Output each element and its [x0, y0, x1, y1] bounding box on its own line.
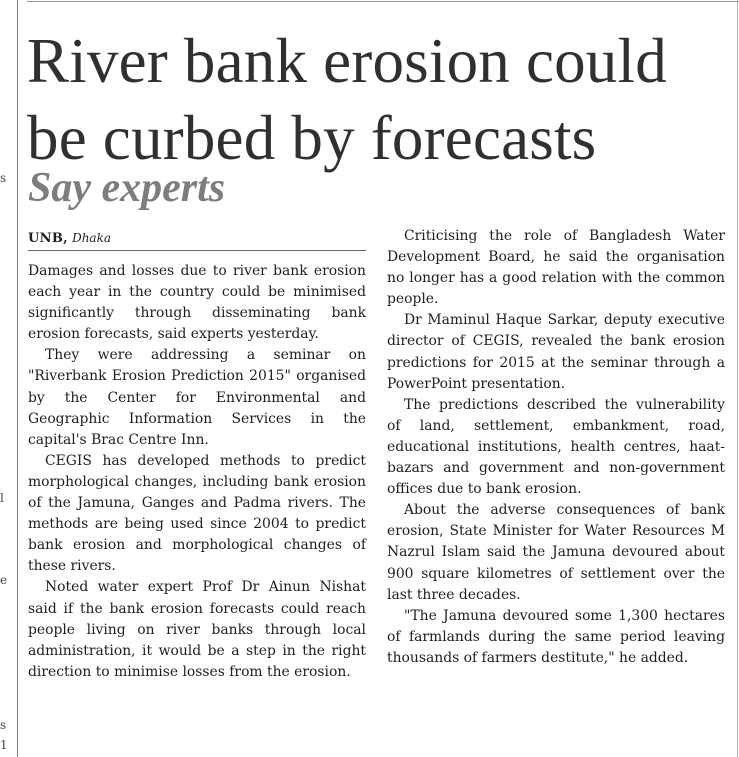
adjacent-column-fragment: s: [0, 171, 7, 185]
byline-agency: UNB,: [28, 231, 68, 246]
article-kicker: Say experts: [28, 165, 226, 211]
paragraph: Noted water expert Prof Dr Ainun Nishat said if the bank erosion forecasts could reach people living on river banks through local administration, it would be a step in the right direction to minimise losses from the erosion.: [28, 579, 366, 680]
byline: [28, 229, 366, 251]
article-column-left: [28, 261, 366, 683]
paragraph: They were addressing a seminar on "Riverbank Erosion Prediction 2015" organised by the Center for Environmental and Geographic Information Services in the capital's Brac Centre Inn.: [28, 347, 366, 448]
adjacent-column-fragment: l: [0, 491, 4, 505]
paragraph: "The Jamuna devoured some 1,300 hectares of farmlands during the same period leaving thousands of farmers destitute," he added.: [387, 607, 725, 666]
paragraph: The predictions described the vulnerability of land, settlement, embankment, road, educational institutions, health centres, haat-bazars and government and non-government offices due to bank erosion.: [387, 396, 725, 498]
adjacent-column-fragment: e: [0, 573, 8, 587]
column-divider-rule: [17, 0, 18, 757]
paragraph: Dr Maminul Haque Sarkar, deputy executive director of CEGIS, revealed the bank erosion predictions for 2015 at the seminar through a PowerPoint presentation.: [387, 312, 725, 392]
paragraph: Damages and losses due to river bank erosion each year in the country could be minimised significantly through disseminating bank erosion forecasts, said experts yesterday.: [28, 263, 366, 343]
paragraph: About the adverse consequences of bank erosion, State Minister for Water Resources M Nazrul Islam said the Jamuna devoured about 900 square kilometres of settlement over the last three decades.: [387, 502, 725, 603]
adjacent-column-fragment: 1: [0, 738, 8, 752]
article-column-right: [387, 226, 725, 669]
article-headline: River bank erosion could be curbed by forecasts: [27, 26, 667, 173]
byline-place: Dhaka: [72, 231, 112, 245]
paragraph: Criticising the role of Bangladesh Water Development Board, he said the organisation no longer has a good relation with the common people.: [387, 228, 725, 308]
paragraph: CEGIS has developed methods to predict morphological changes, including bank erosion of the Jamuna, Ganges and Padma rivers. The methods are being used since 2004 to predict bank erosion and morphological changes of these rivers.: [28, 452, 366, 575]
top-rule: [27, 1, 739, 2]
adjacent-column-fragment: s: [0, 718, 7, 732]
